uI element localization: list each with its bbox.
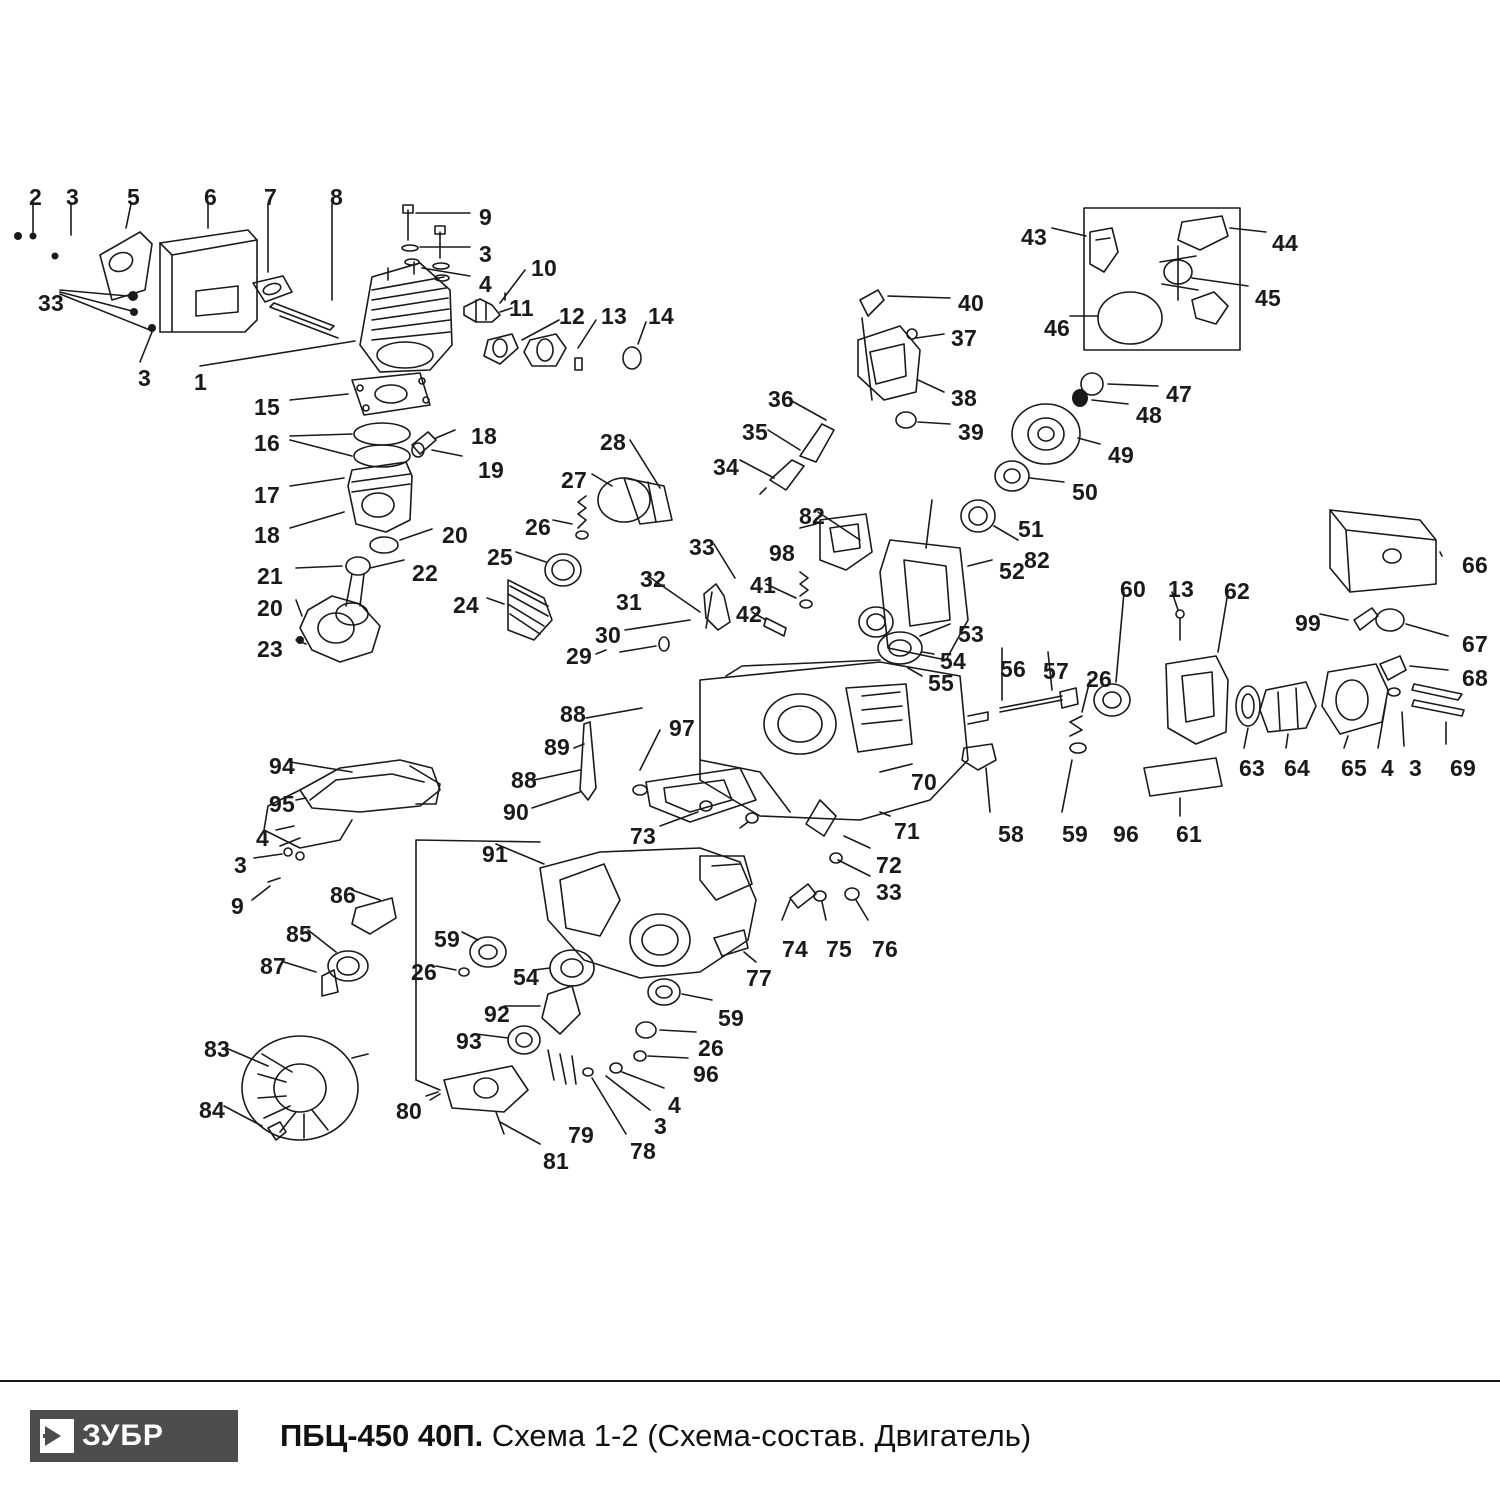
callout-number: 82	[799, 503, 825, 529]
model-name: ПБЦ-450 40П.	[280, 1418, 484, 1453]
callout-number: 3	[1409, 755, 1422, 781]
callout-number: 88	[511, 767, 537, 793]
callout-number: 39	[958, 419, 984, 445]
callout-number: 68	[1462, 665, 1488, 691]
callout-number: 37	[951, 325, 977, 351]
callout-number: 89	[544, 734, 570, 760]
callout-number: 72	[876, 852, 902, 878]
callout-number: 15	[254, 394, 280, 420]
callout-number: 4	[479, 271, 492, 297]
callout-number: 57	[1043, 658, 1069, 684]
callout-number: 31	[616, 589, 642, 615]
callout-number: 71	[894, 818, 920, 844]
callout-number: 45	[1255, 285, 1281, 311]
callout-number: 4	[256, 825, 269, 851]
callout-number: 35	[742, 419, 768, 445]
callout-number: 95	[269, 791, 295, 817]
callout-number: 29	[566, 643, 592, 669]
callout-number: 33	[876, 879, 902, 905]
footer-bar	[0, 1380, 1500, 1500]
callout-number: 23	[257, 636, 283, 662]
callout-number: 8	[330, 184, 343, 210]
callout-number: 25	[487, 544, 513, 570]
callout-number: 74	[782, 936, 808, 962]
callout-number: 61	[1176, 821, 1202, 847]
callout-number: 58	[998, 821, 1024, 847]
callout-number: 3	[654, 1113, 667, 1139]
callout-number: 42	[736, 601, 762, 627]
callout-number: 96	[693, 1061, 719, 1087]
brand-logo	[30, 1410, 238, 1462]
callout-number: 18	[254, 522, 280, 548]
callout-number: 40	[958, 290, 984, 316]
callout-number: 93	[456, 1028, 482, 1054]
callout-number: 78	[630, 1138, 656, 1164]
callout-number: 56	[1000, 656, 1026, 682]
diagram-caption	[280, 1418, 1031, 1454]
callout-number: 14	[648, 303, 674, 329]
callout-number: 64	[1284, 755, 1310, 781]
callout-number: 50	[1072, 479, 1098, 505]
callout-number: 86	[330, 882, 356, 908]
callout-number: 22	[412, 560, 438, 586]
callout-number: 69	[1450, 755, 1476, 781]
callout-number: 3	[234, 852, 247, 878]
callout-number: 52	[999, 558, 1025, 584]
callout-number: 60	[1120, 576, 1146, 602]
callout-number: 98	[769, 540, 795, 566]
callout-number: 3	[479, 241, 492, 267]
callout-number: 53	[958, 621, 984, 647]
callout-number: 84	[199, 1097, 225, 1123]
callout-number: 33	[38, 290, 64, 316]
callout-number: 88	[560, 701, 586, 727]
callout-number: 47	[1166, 381, 1192, 407]
callout-number: 67	[1462, 631, 1488, 657]
callout-number: 4	[1381, 755, 1394, 781]
callout-number: 41	[750, 572, 776, 598]
callout-number: 6	[204, 184, 217, 210]
callout-number: 48	[1136, 402, 1162, 428]
callout-number: 80	[396, 1098, 422, 1124]
callout-number: 26	[525, 514, 551, 540]
callout-number: 19	[478, 457, 504, 483]
callout-number: 17	[254, 482, 280, 508]
callout-number: 49	[1108, 442, 1134, 468]
callout-number: 34	[713, 454, 739, 480]
callout-number: 73	[630, 823, 656, 849]
callout-number: 51	[1018, 516, 1044, 542]
callout-number: 59	[1062, 821, 1088, 847]
callout-number: 75	[826, 936, 852, 962]
callout-number: 54	[513, 964, 539, 990]
callout-number: 90	[503, 799, 529, 825]
callout-number: 33	[689, 534, 715, 560]
callout-number: 38	[951, 385, 977, 411]
callout-number: 5	[127, 184, 140, 210]
callout-number: 3	[138, 365, 151, 391]
callout-number: 63	[1239, 755, 1265, 781]
callout-number: 79	[568, 1122, 594, 1148]
callout-number: 85	[286, 921, 312, 947]
callout-number: 96	[1113, 821, 1139, 847]
callout-number: 26	[698, 1035, 724, 1061]
callout-number: 54	[940, 648, 966, 674]
logo-arrow-icon	[40, 1419, 74, 1453]
callout-number: 87	[260, 953, 286, 979]
callout-number: 36	[768, 386, 794, 412]
callout-number: 44	[1272, 230, 1298, 256]
callout-number: 99	[1295, 610, 1321, 636]
callout-number: 11	[509, 295, 534, 321]
callout-number: 20	[442, 522, 468, 548]
callout-number: 77	[746, 965, 772, 991]
callout-number: 30	[595, 622, 621, 648]
callout-number: 59	[434, 926, 460, 952]
callout-number: 26	[411, 959, 437, 985]
callout-number: 91	[482, 841, 508, 867]
callout-number: 10	[531, 255, 557, 281]
callout-number: 97	[669, 715, 695, 741]
callout-number: 26	[1086, 666, 1112, 692]
callout-number: 55	[928, 670, 954, 696]
callout-number: 82	[1024, 547, 1050, 573]
callout-number: 13	[601, 303, 627, 329]
callout-number: 81	[543, 1148, 569, 1174]
callout-number: 7	[264, 184, 277, 210]
callout-number: 83	[204, 1036, 230, 1062]
logo-text: ЗУБР	[82, 1419, 164, 1452]
callout-number: 13	[1168, 576, 1194, 602]
callout-number: 9	[479, 204, 492, 230]
callout-number: 46	[1044, 315, 1070, 341]
callout-number: 18	[471, 423, 497, 449]
callout-number: 21	[257, 563, 283, 589]
callout-number: 1	[194, 369, 207, 395]
callout-number: 3	[66, 184, 79, 210]
callout-number: 27	[561, 467, 587, 493]
callout-number: 43	[1021, 224, 1047, 250]
callout-number: 94	[269, 753, 295, 779]
callout-number: 4	[668, 1092, 681, 1118]
callout-number: 32	[640, 566, 666, 592]
callout-number: 92	[484, 1001, 510, 1027]
callout-number: 28	[600, 429, 626, 455]
callout-number: 16	[254, 430, 280, 456]
callout-number: 62	[1224, 578, 1250, 604]
callout-number: 76	[872, 936, 898, 962]
callout-number: 24	[453, 592, 479, 618]
callout-number: 9	[231, 893, 244, 919]
callout-number: 2	[29, 184, 42, 210]
callout-number: 12	[559, 303, 585, 329]
callout-number: 20	[257, 595, 283, 621]
scheme-subtitle: Схема 1-2 (Схема-состав. Двигатель)	[491, 1418, 1032, 1453]
callout-number: 70	[911, 769, 937, 795]
callout-number: 66	[1462, 552, 1488, 578]
callout-number: 65	[1341, 755, 1367, 781]
callout-number: 59	[718, 1005, 744, 1031]
